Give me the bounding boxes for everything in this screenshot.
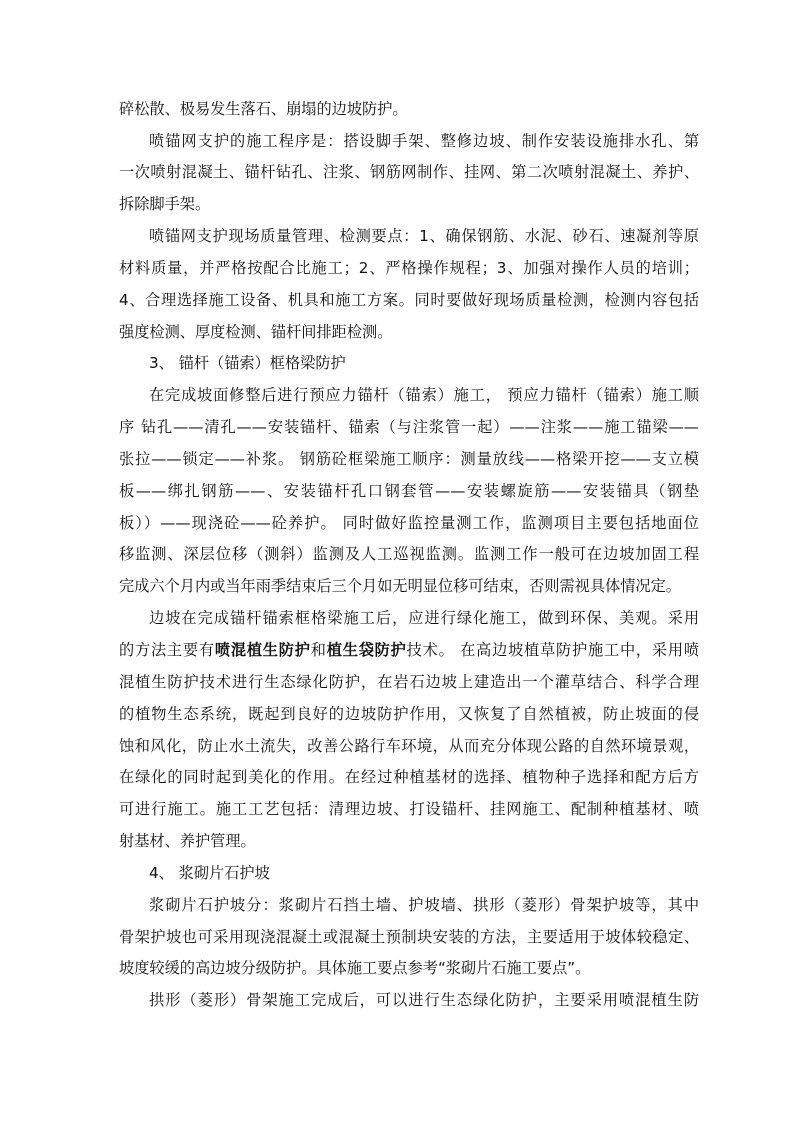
bold-term: 植生袋防护 xyxy=(326,641,407,659)
text-line: 混植生防护技术进行生态绿化防护，在岩石边坡上建造出一个灌草结合、科学合理 xyxy=(119,673,699,691)
text-line: 移监测、深层位移（测斜）监测及人工巡视监测。监测工作一般可在边坡加固工程 xyxy=(119,545,699,563)
text-line: 强度检测、厚度检测、锚杆间排距检测。 xyxy=(119,323,393,341)
text-span: 的方法主要有 xyxy=(119,641,215,659)
text-line: 边坡在完成锚杆锚索框格梁施工后，应进行绿化施工，做到环保、美观。采用 xyxy=(149,609,699,627)
text-line: 在绿化的同时起到美化的作用。在经过种植基材的选择、植物种子选择和配方后方 xyxy=(119,768,699,786)
text-line: 喷锚网支护的施工程序是：搭设脚手架、整修边坡、制作安装设施排水孔、第 xyxy=(149,132,699,150)
section-heading: 3、 锚杆（锚索）框格梁防护 xyxy=(149,354,346,372)
text-line: 4、合理选择施工设备、机具和施工方案。同时要做好现场质量检测，检测内容包括 xyxy=(119,291,699,309)
text-line-with-bold xyxy=(119,639,699,661)
text-line: 坡度较缓的高边坡分级防护。具体施工要点参考“浆砌片石施工要点”。 xyxy=(119,959,591,977)
bold-term: 喷混植生防护 xyxy=(214,641,311,659)
text-line: 拆除脚手架。 xyxy=(119,195,211,213)
text-line: 板——绑扎钢筋——、安装锚杆孔口钢套管——安装螺旋筋——安装锚具（钢垫 xyxy=(119,482,699,500)
text-line: 在完成坡面修整后进行预应力锚杆（锚索）施工， 预应力锚杆（锚索）施工顺 xyxy=(149,386,699,404)
text-span: 技术。 在高边坡植草防护施工中，采用喷 xyxy=(406,641,699,659)
text-line: 张拉——锁定——补浆。 钢筋砼框梁施工顺序：测量放线——格梁开挖——支立模 xyxy=(119,450,699,468)
text-line: 序 钻孔——清孔——安装锚杆、锚索（与注浆管一起）——注浆——施工锚梁—— xyxy=(119,418,699,436)
text-line: 的植物生态系统，既起到良好的边坡防护作用，又恢复了自然植被，防止坡面的侵 xyxy=(119,705,699,723)
text-line: 完成六个月内或当年雨季结束后三个月如无明显位移可结束，否则需视具体情况定。 xyxy=(119,577,681,595)
text-line: 拱形（菱形）骨架施工完成后，可以进行生态绿化防护，主要采用喷混植生防 xyxy=(149,991,699,1009)
text-line: 喷锚网支护现场质量管理、检测要点：1、确保钢筋、水泥、砂石、速凝剂等原 xyxy=(149,227,699,245)
text-line: 蚀和风化，防止水土流失，改善公路行车环境，从而充分体现公路的自然环境景观， xyxy=(119,737,699,755)
text-line: 可进行施工。施工工艺包括：清理边坡、打设锚杆、挂网施工、配制种植基材、喷 xyxy=(119,800,699,818)
text-line: 骨架护坡也可采用现浇混凝土或混凝土预制块安装的方法，主要适用于坡体较稳定、 xyxy=(119,928,699,946)
text-line: 材料质量，并严格按配合比施工；2、严格操作规程；3、加强对操作人员的培训； xyxy=(119,259,699,277)
text-line: 碎松散、极易发生落石、崩塌的边坡防护。 xyxy=(119,100,408,118)
section-heading: 4、 浆砌片石护坡 xyxy=(149,864,270,882)
text-span: 和 xyxy=(310,641,327,659)
text-line: 浆砌片石护坡分：浆砌片石挡土墙、护坡墙、拱形（菱形）骨架护坡等，其中 xyxy=(149,896,699,914)
text-line: 板））——现浇砼——砼养护。 同时做好监控量测工作，监测项目主要包括地面位 xyxy=(119,514,699,532)
text-line: 射基材、养护管理。 xyxy=(119,832,256,850)
text-line: 一次喷射混凝土、锚杆钻孔、注浆、钢筋网制作、挂网、第二次喷射混凝土、养护、 xyxy=(119,163,699,181)
